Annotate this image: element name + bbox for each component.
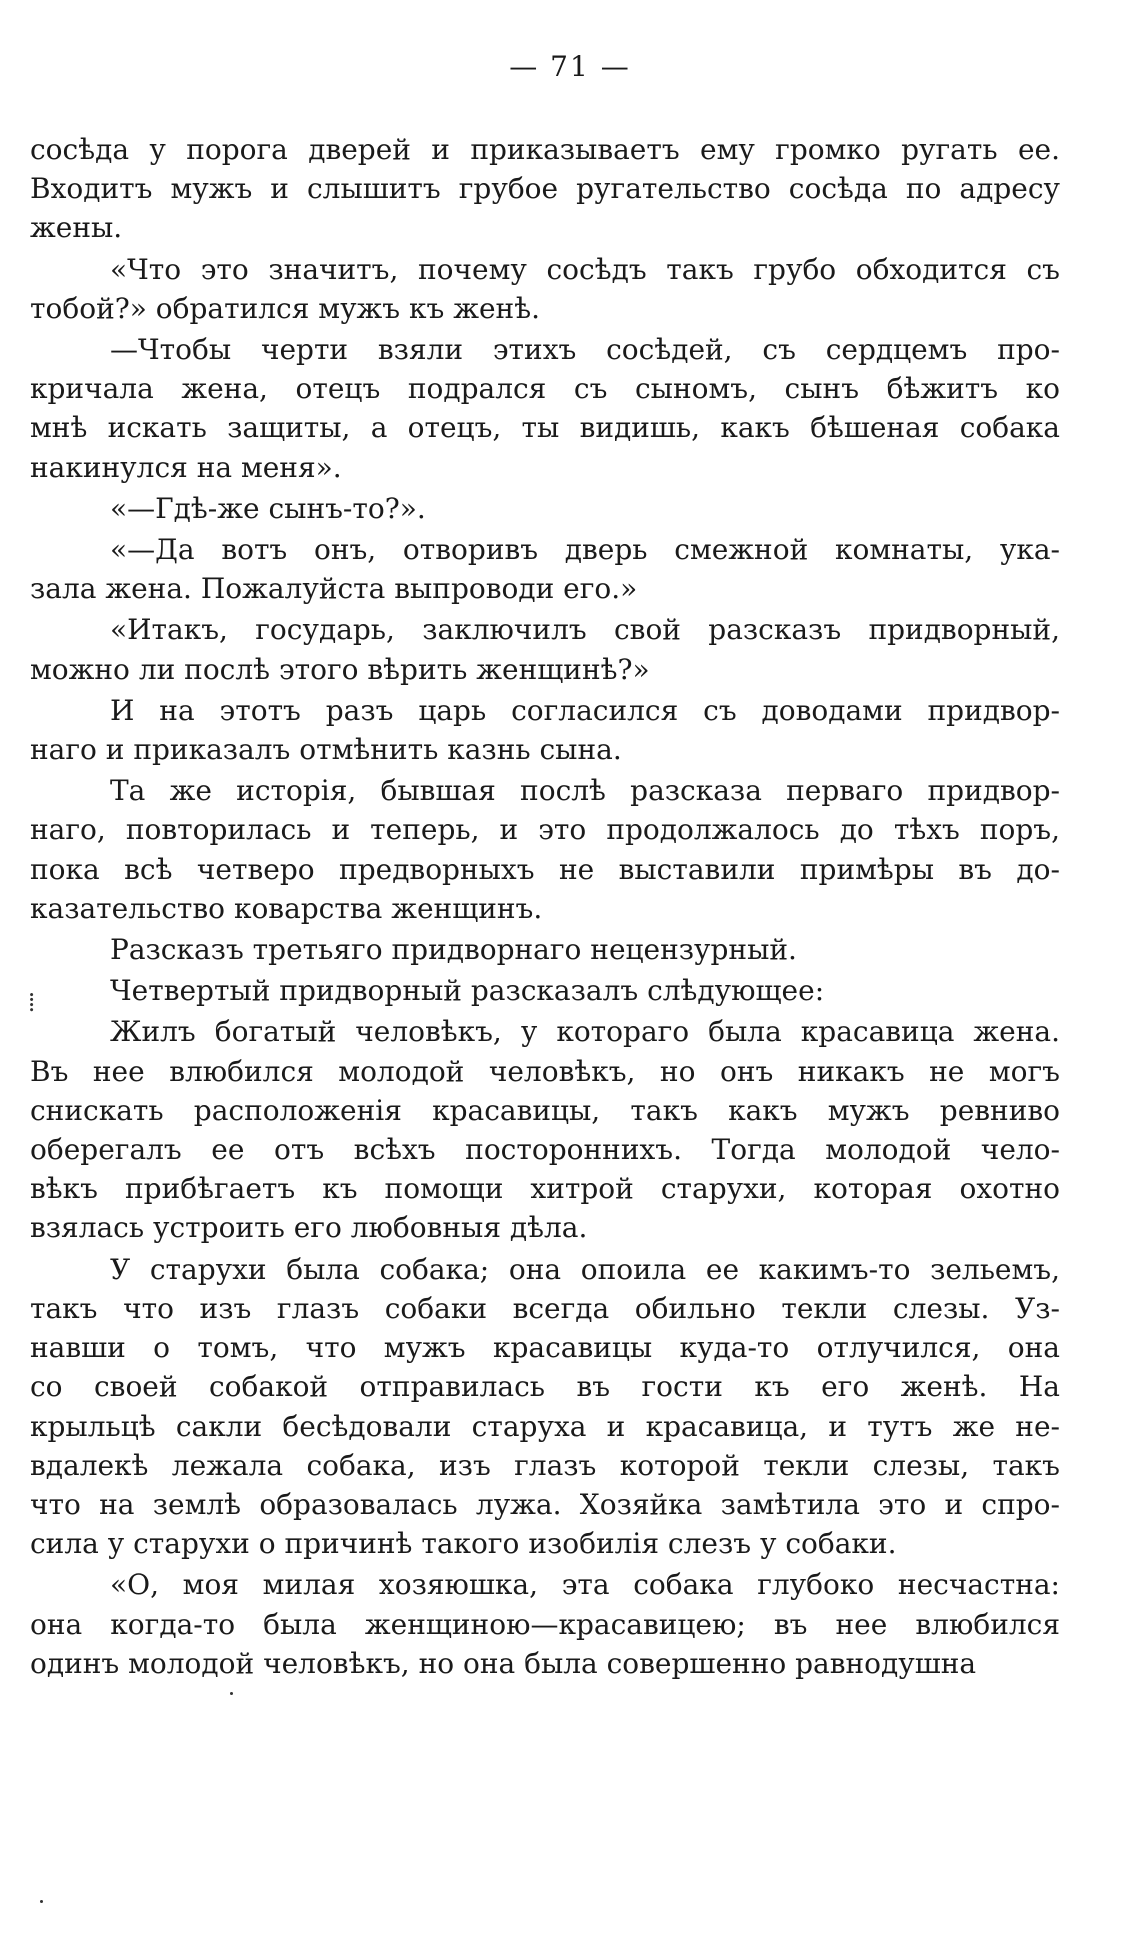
text-line: пока всѣ четверо предворныхъ не выставили примѣры въ до- — [30, 852, 1060, 886]
paragraph — [30, 250, 1060, 328]
text-line: Въ нее влюбился молодой человѣкъ, но онъ никакъ не могъ — [30, 1054, 1060, 1088]
text-line: крыльцѣ сакли бесѣдовали старуха и красавица, и тутъ же не- — [30, 1409, 1060, 1443]
margin-bracket-mark: ⁞ — [28, 988, 36, 1018]
text-line: накинулся на меня». — [30, 450, 342, 484]
text-line: «—Да вотъ онъ, отворивъ дверь смежной комнаты, ука- — [110, 533, 1060, 567]
text-line: «О, моя милая хозяюшка, эта собака глубоко несчастна: — [110, 1568, 1060, 1602]
text-line: У старухи была собака; она опоила ее какимъ-то зельемъ, — [110, 1252, 1060, 1286]
page-number: — 71 — — [509, 50, 631, 83]
text-line: зала жена. Пожалуйста выпроводи его.» — [30, 572, 638, 606]
text-line: Входитъ мужъ и слышитъ грубое ругательство сосѣда по адресу — [30, 172, 1060, 206]
paragraph — [30, 1012, 1060, 1247]
text-line: навши о томъ, что мужъ красавицы куда-то отлучился, она — [30, 1331, 1060, 1365]
text-line: «Итакъ, государь, заключилъ свой разсказъ придворный, — [110, 613, 1060, 647]
paragraph — [30, 971, 1060, 1010]
paragraph — [30, 530, 1060, 608]
paragraph — [30, 130, 1060, 248]
text-line: кричала жена, отецъ подрался съ сыномъ, сынъ бѣжитъ ко — [30, 372, 1060, 406]
text-line: взялась устроить его любовныя дѣла. — [30, 1211, 588, 1245]
body-text — [30, 130, 1060, 1685]
text-line: —Чтобы черти взяли этихъ сосѣдей, съ сердцемъ про- — [110, 333, 1060, 367]
text-line: вдалекѣ лежала собака, изъ глазъ которой текли слезы, такъ — [30, 1448, 1060, 1482]
paragraph — [30, 1250, 1060, 1564]
text-line: снискать расположенія красавицы, такъ какъ мужъ ревниво — [30, 1093, 1060, 1127]
text-line: Жилъ богатый человѣкъ, у котораго была красавица жена. — [110, 1015, 1060, 1049]
text-line: оберегалъ ее отъ всѣхъ постороннихъ. Тогда молодой чело- — [30, 1133, 1060, 1167]
text-line: такъ что изъ глазъ собаки всегда обильно текли слезы. Уз- — [30, 1291, 1060, 1325]
text-line: жены. — [30, 211, 123, 245]
stray-dot-mark — [230, 1692, 233, 1695]
paragraph — [30, 330, 1060, 487]
text-line: тобой?» обратился мужъ къ женѣ. — [30, 291, 541, 325]
stray-dot-mark — [40, 1900, 43, 1903]
text-line: Четвертый придворный разсказалъ слѣдующее: — [110, 974, 825, 1008]
text-line: «Что это значитъ, почему сосѣдъ такъ грубо обходится съ — [110, 252, 1060, 286]
text-line: мнѣ искать защиты, а отецъ, ты видишь, какъ бѣшеная собака — [30, 411, 1060, 445]
text-line: наго и приказалъ отмѣнить казнь сына. — [30, 733, 622, 767]
text-line: она когда-то была женщиною—красавицею; въ нее влюбился — [30, 1607, 1060, 1641]
paragraph — [30, 489, 1060, 528]
text-line: Разсказъ третьяго придворнаго нецензурный. — [110, 933, 797, 967]
text-line: казательство коварства женщинъ. — [30, 891, 543, 925]
paragraph — [30, 610, 1060, 688]
text-line: со своей собакой отправилась въ гости къ его женѣ. На — [30, 1370, 1060, 1404]
paragraph — [30, 1565, 1060, 1683]
text-line: одинъ молодой человѣкъ, но она была совершенно равнодушна — [30, 1646, 977, 1680]
paragraph — [30, 771, 1060, 928]
text-line: можно ли послѣ этого вѣрить женщинѣ?» — [30, 652, 650, 686]
text-line: сосѣда у порога дверей и приказываетъ ему громко ругать ее. — [30, 133, 1060, 166]
text-line: наго, повторилась и теперь, и это продолжалось до тѣхъ поръ, — [30, 813, 1060, 847]
text-line: Та же исторія, бывшая послѣ разсказа перваго придвор- — [110, 774, 1060, 808]
text-line: И на этотъ разъ царь согласился съ доводами придвор- — [110, 693, 1060, 727]
text-line: вѣкъ прибѣгаетъ къ помощи хитрой старухи, которая охотно — [30, 1172, 1060, 1206]
paragraph — [30, 930, 1060, 969]
paragraph — [30, 691, 1060, 769]
text-line: что на землѣ образовалась лужа. Хозяйка замѣтила это и спро- — [30, 1487, 1060, 1521]
text-line: сила у старухи о причинѣ такого изобилія слезъ у собаки. — [30, 1527, 897, 1561]
text-line: «—Гдѣ-же сынъ-то?». — [110, 491, 426, 525]
